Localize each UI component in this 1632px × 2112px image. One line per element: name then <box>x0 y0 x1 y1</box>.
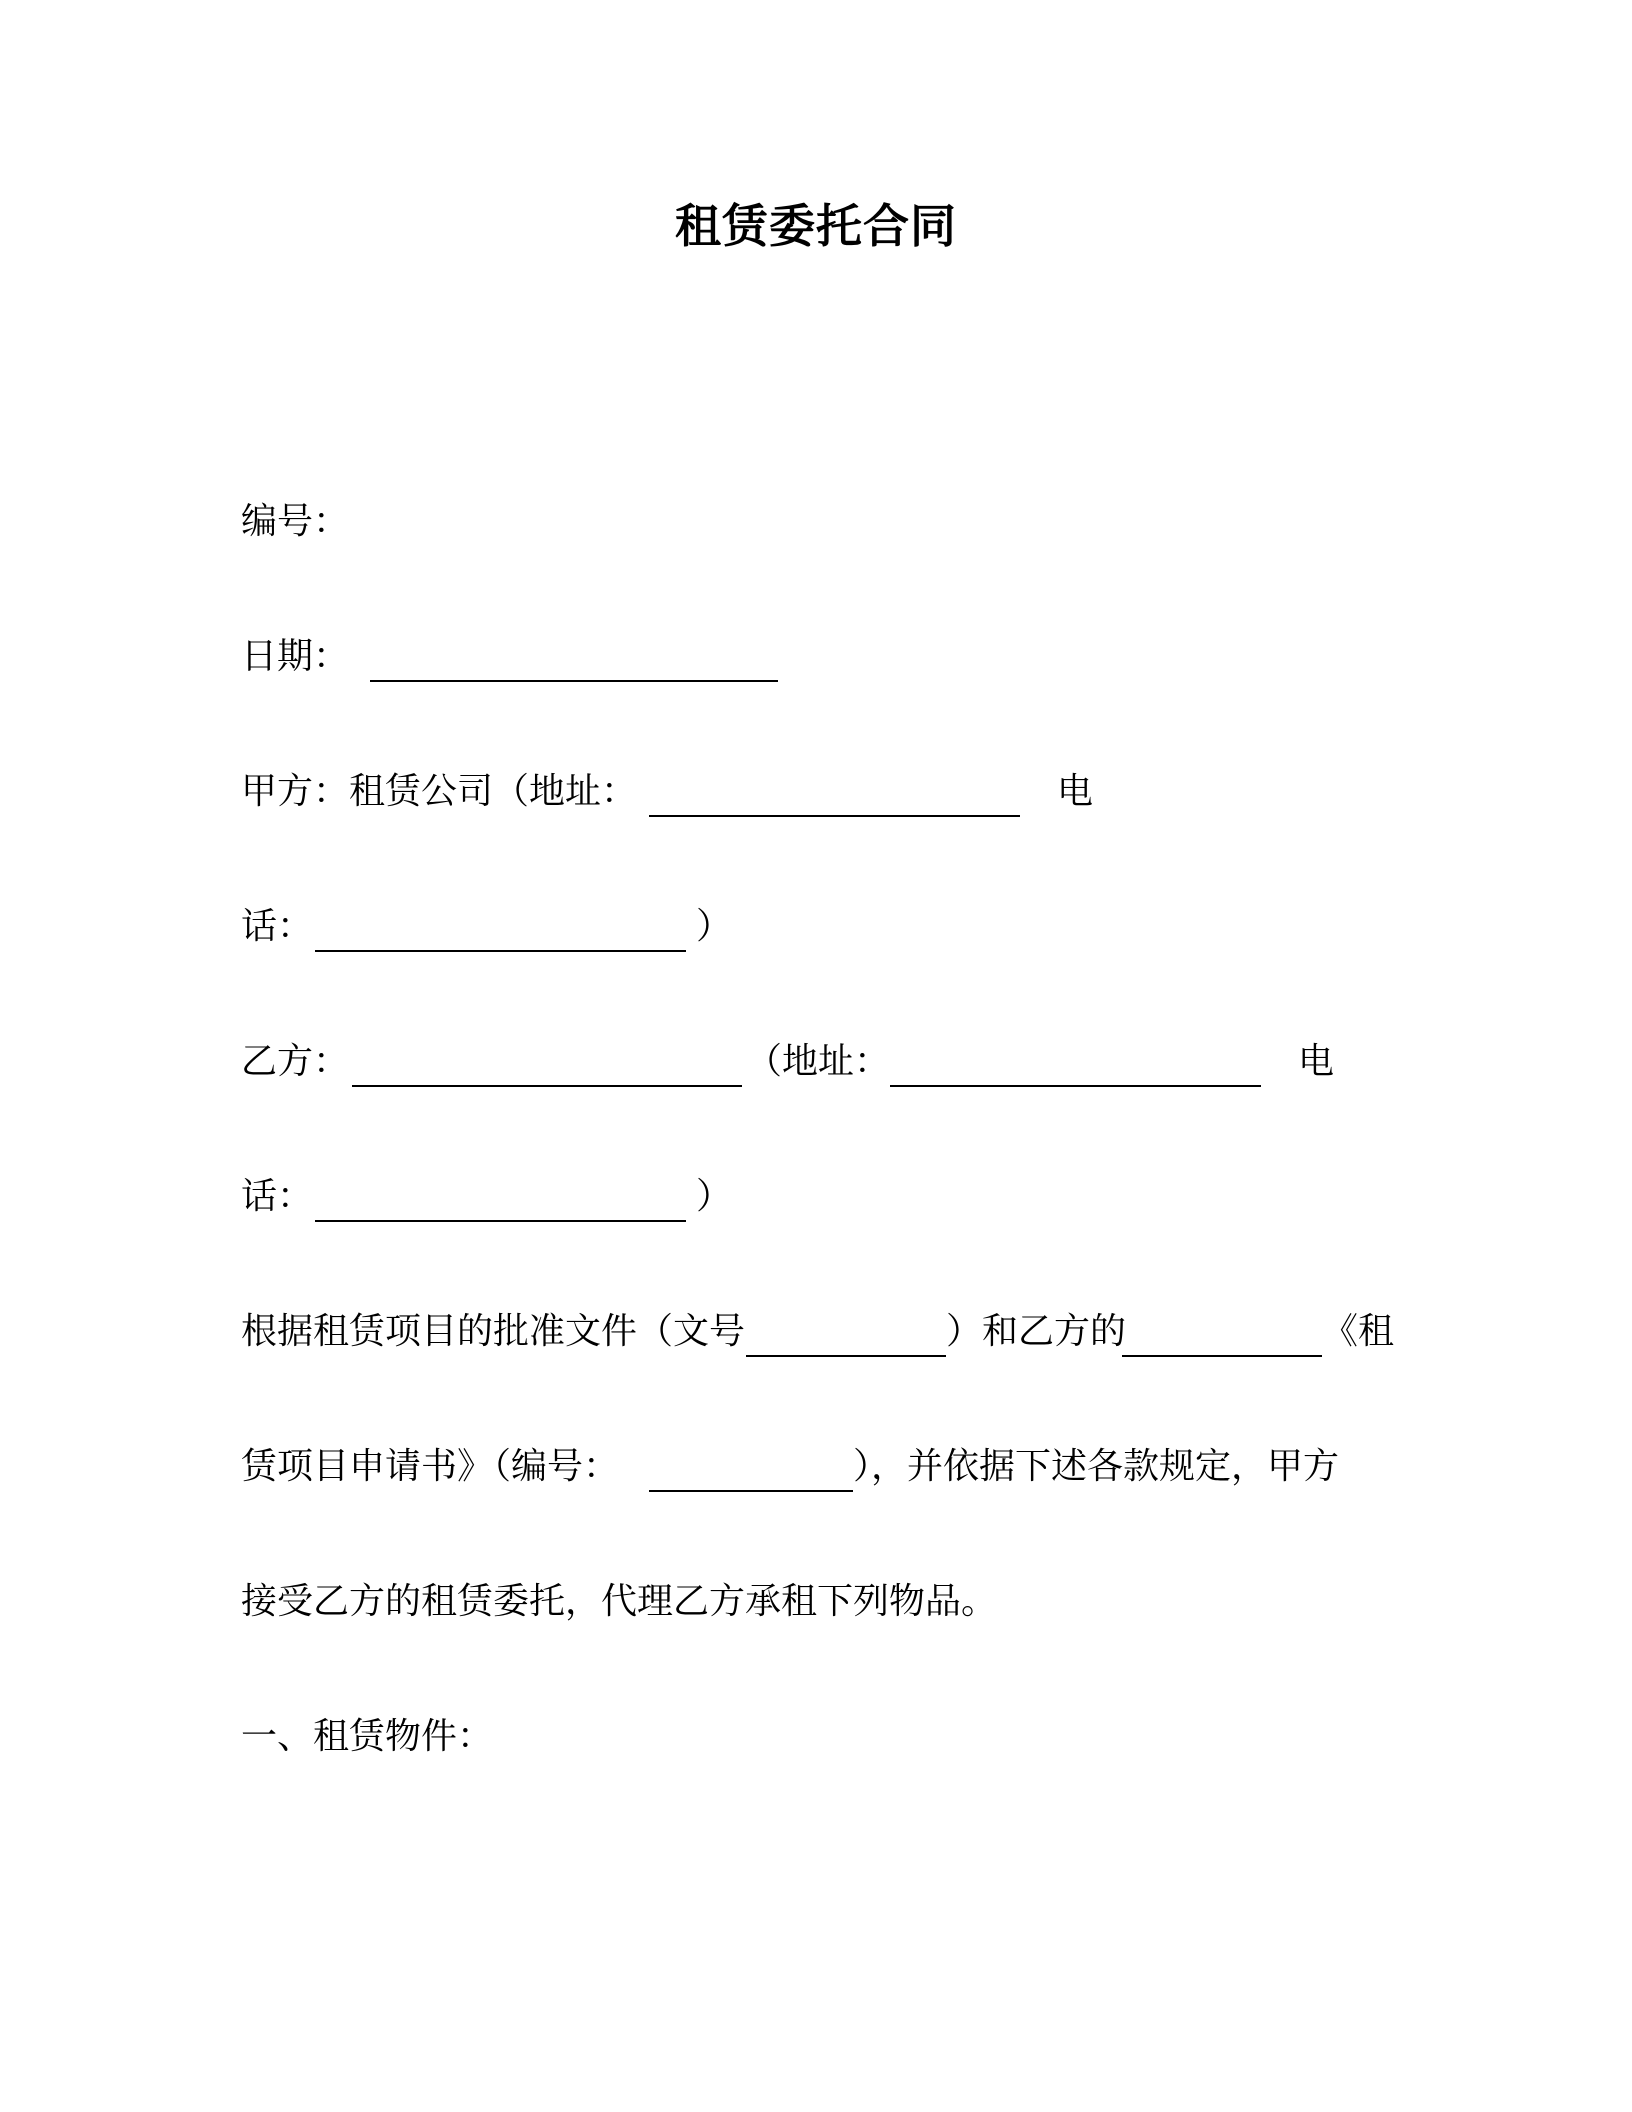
party-b-address-label: （地址： <box>746 1041 891 1082</box>
body-text-1c: 《租 <box>1322 1311 1395 1352</box>
body-text-2b: ），并依据下述各款规定，甲方 <box>853 1446 1340 1487</box>
approval-doc-number-blank[interactable] <box>746 1355 946 1357</box>
party-a-close-paren: ） <box>696 906 733 947</box>
date-label: 日期： <box>241 636 350 677</box>
party-a-tel-label-part1: 电 <box>1057 771 1094 812</box>
body-text-1a: 根据租赁项目的批准文件（文号 <box>241 1311 746 1352</box>
party-a-tel-blank[interactable] <box>315 950 686 952</box>
body-text-3: 接受乙方的租赁委托，代理乙方承租下列物品。 <box>241 1581 998 1622</box>
date-blank[interactable] <box>370 680 778 682</box>
section-1-heading: 一、租赁物件： <box>241 1716 494 1757</box>
body-text-1b: ）和乙方的 <box>946 1311 1127 1352</box>
party-b-close-paren: ） <box>696 1176 733 1217</box>
body-text-2a: 赁项目申请书》（编号： <box>241 1446 620 1487</box>
party-b-tel-label-part2: 话： <box>241 1176 314 1217</box>
document-title: 租赁委托合同 <box>675 199 957 253</box>
number-label: 编号： <box>241 501 350 542</box>
party-a-tel-label-part2: 话： <box>241 906 314 947</box>
party-b-name-blank[interactable] <box>352 1085 742 1087</box>
applicant-blank[interactable] <box>1122 1355 1322 1357</box>
party-b-address-blank[interactable] <box>890 1085 1261 1087</box>
party-b-label: 乙方： <box>241 1041 350 1082</box>
application-number-blank[interactable] <box>649 1490 853 1492</box>
party-a-address-blank[interactable] <box>649 815 1020 817</box>
party-a-label: 甲方：租赁公司（地址： <box>241 771 638 812</box>
party-b-tel-blank[interactable] <box>315 1220 686 1222</box>
party-b-tel-label-part1: 电 <box>1298 1041 1335 1082</box>
